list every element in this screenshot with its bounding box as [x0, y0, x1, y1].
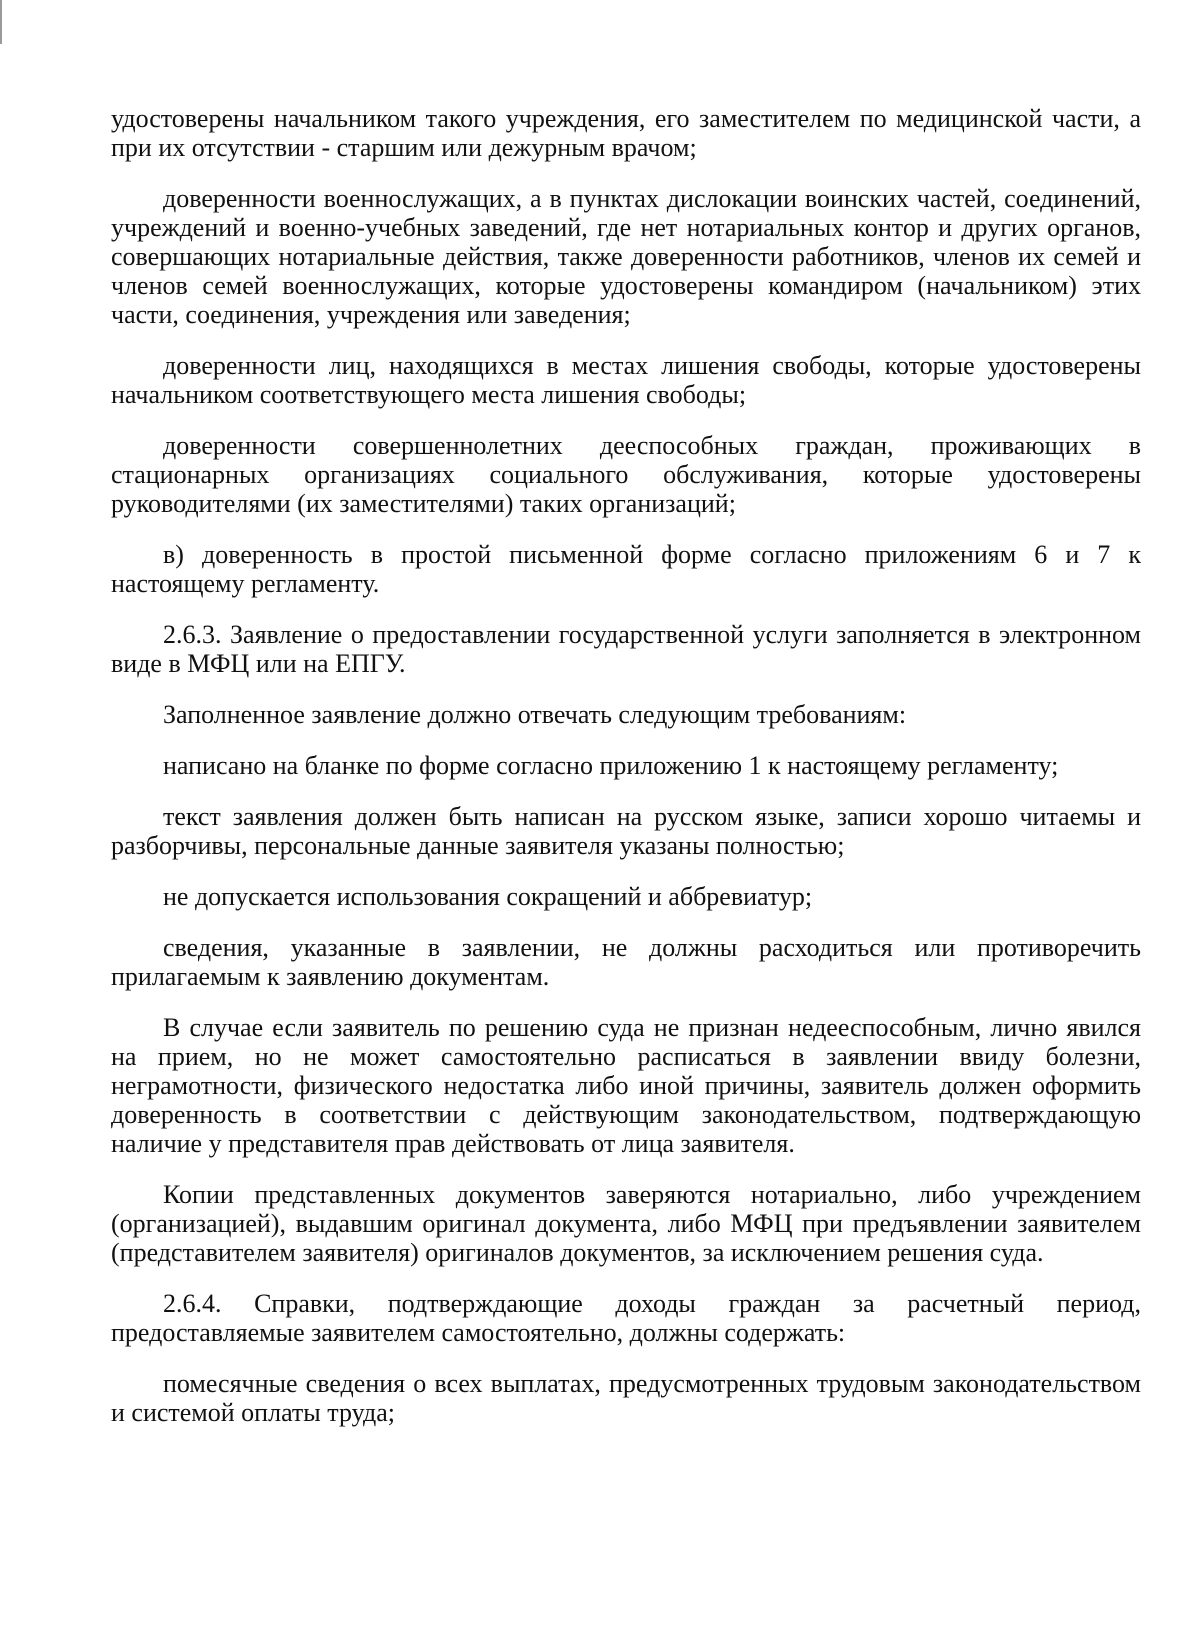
paragraph-13: Копии представленных документов заверяются нотариально, либо учреждением (организацией), выдавшим оригинал документа, либо МФЦ при предъявлении заявителем (представителем заявителя) оригиналов документов, за исключением решения суда.: [111, 1180, 1141, 1267]
paragraph-15: помесячные сведения о всех выплатах, предусмотренных трудовым законодательством и системой оплаты труда;: [111, 1369, 1141, 1427]
paragraph-7: Заполненное заявление должно отвечать следующим требованиям:: [163, 700, 907, 729]
scan-edge-mark: [0, 0, 2, 44]
paragraph-3: доверенности лиц, находящихся в местах лишения свободы, которые удостоверены начальником соответствующего места лишения свободы;: [111, 351, 1141, 409]
paragraph-4: доверенности совершеннолетних дееспособных граждан, проживающих в стационарных организациях социального обслуживания, которые удостоверены руководителями (их заместителями) таких организаций;: [111, 431, 1141, 518]
paragraph-10: не допускается использования сокращений и аббревиатур;: [163, 882, 813, 911]
paragraph-14: 2.6.4. Справки, подтверждающие доходы граждан за расчетный период, предоставляемые заявителем самостоятельно, должны содержать:: [111, 1289, 1141, 1347]
paragraph-2: доверенности военнослужащих, а в пунктах дислокации воинских частей, соединений, учреждений и военно-учебных заведений, где нет нотариальных контор и других органов, совершающих нотариальные действия, также доверенности работников, членов их семей и членов семей военнослужащих, которые удостоверены командиром (начальником) этих части, соединения, учреждения или заведения;: [111, 184, 1141, 329]
paragraph-12: В случае если заявитель по решению суда не признан недееспособным, лично явился на прием, но не может самостоятельно расписаться в заявлении ввиду болезни, неграмотности, физического недостатка либо иной причины, заявитель должен оформить доверенность в соответствии с действующим законодательством, подтверждающую наличие у представителя прав действовать от лица заявителя.: [111, 1013, 1141, 1158]
paragraph-5: в) доверенность в простой письменной форме согласно приложениям 6 и 7 к настоящему регламенту.: [111, 540, 1141, 598]
paragraph-1: удостоверены начальником такого учреждения, его заместителем по медицинской части, а при их отсутствии - старшим или дежурным врачом;: [111, 104, 1141, 162]
paragraph-8: написано на бланке по форме согласно приложению 1 к настоящему регламенту;: [163, 751, 1059, 780]
paragraph-6: 2.6.3. Заявление о предоставлении государственной услуги заполняется в электронном виде в МФЦ или на ЕПГУ.: [111, 620, 1141, 678]
document-body: [111, 104, 1141, 1449]
paragraph-11: сведения, указанные в заявлении, не должны расходиться или противоречить прилагаемым к заявлению документам.: [111, 933, 1141, 991]
paragraph-9: текст заявления должен быть написан на русском языке, записи хорошо читаемы и разборчивы, персональные данные заявителя указаны полностью;: [111, 802, 1141, 860]
